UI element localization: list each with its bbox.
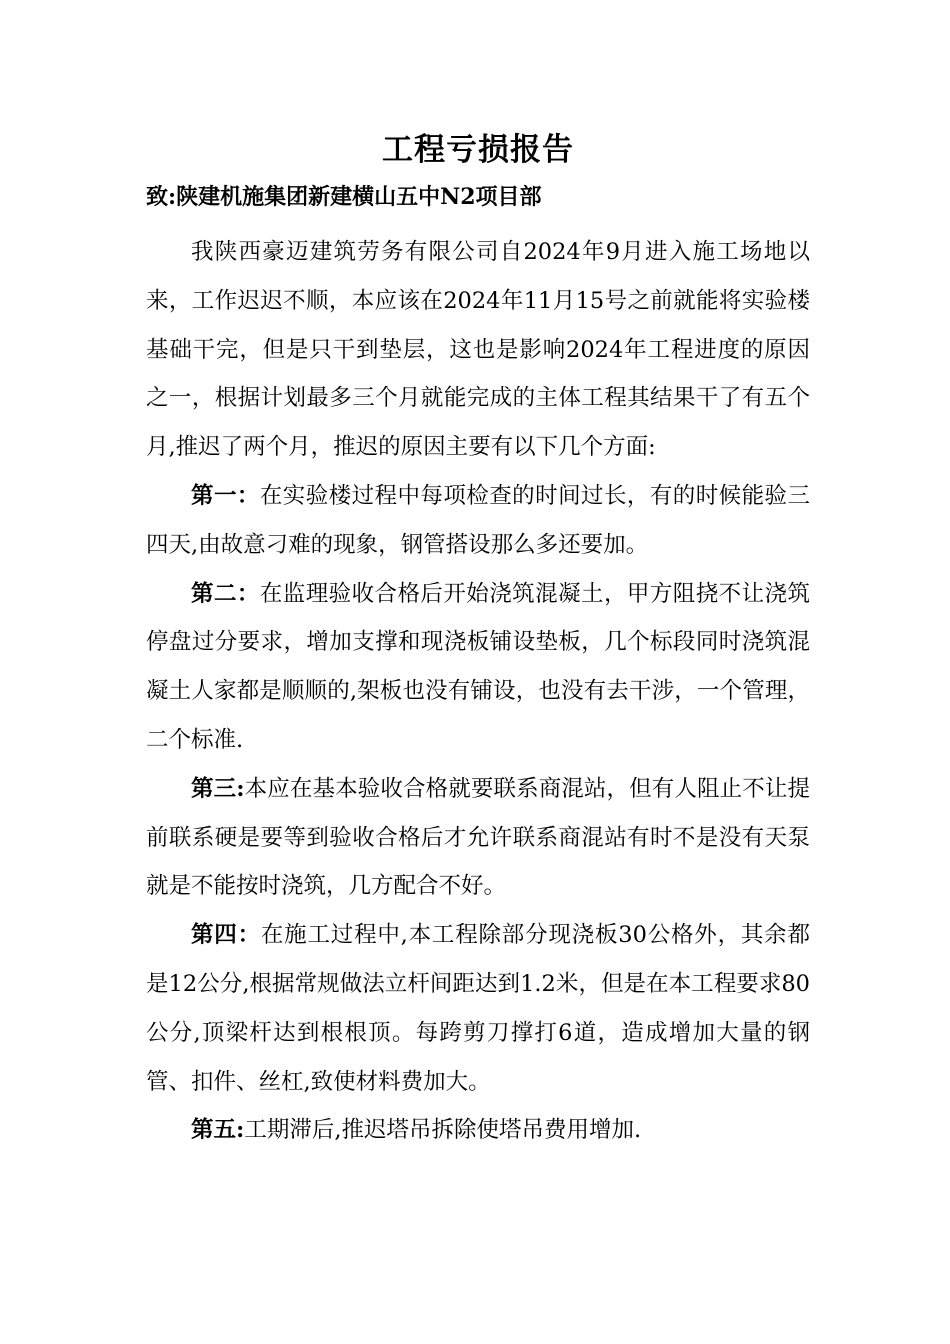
point-text: 在实验楼过程中每项检查的时间过长，有的时候能验三四天,由故意刁难的现象，钢管搭设那么多还要加。: [146, 482, 810, 558]
addressee-line: 致:陕建机施集团新建横山五中N2项目部: [146, 184, 542, 210]
point-text: 在施工过程中,本工程除部分现浇板30公格外，其余都是12公分,根据常规做法立杆间距达到1.2米，但是在本工程要求80公分,顶梁杆达到根根顶。每跨剪刀撑打6道，造成增加大量的钢管、扣件、丝杠,致使材料费加大。: [146, 922, 810, 1095]
point-text: 工期滞后,推迟塔吊拆除使塔吊费用增加.: [244, 1117, 642, 1144]
point-label: 第五:: [191, 1117, 245, 1144]
point-paragraph-2: [146, 570, 810, 765]
intro-paragraph: 我陕西豪迈建筑劳务有限公司自2024年9月进入施工场地以来，工作迟迟不顺，本应该在2024年11月15号之前就能将实验楼基础干完，但是只干到垫层，这也是影响2024年工程进度的原因之一，根据计划最多三个月就能完成的主体工程其结果干了有五个月,推迟了两个月，推迟的原因主要有以下几个方面:: [146, 239, 810, 461]
document-title: 工程亏损报告: [382, 132, 574, 168]
point-label: 第一：: [191, 482, 260, 509]
point-text: 在监理验收合格后开始浇筑混凝土，甲方阻挠不让浇筑停盘过分要求，增加支撑和现浇板铺设垫板，几个标段同时浇筑混凝土人家都是顺顺的,架板也没有铺设，也没有去干涉，一个管理，二个标准.: [146, 580, 810, 753]
point-paragraph-5: [146, 1106, 810, 1155]
point-label: 第三:: [191, 775, 245, 802]
point-label: 第二：: [191, 580, 260, 607]
document-page: [146, 128, 810, 1155]
point-label: 第四：: [191, 922, 261, 949]
point-paragraph-1: [146, 472, 810, 570]
point-text: 本应在基本验收合格就要联系商混站，但有人阻止不让提前联系硬是要等到验收合格后才允许联系商混站有时不是没有天泵就是不能按时浇筑，几方配合不好。: [146, 775, 810, 900]
point-paragraph-3: [146, 765, 810, 911]
point-paragraph-4: [146, 911, 810, 1106]
